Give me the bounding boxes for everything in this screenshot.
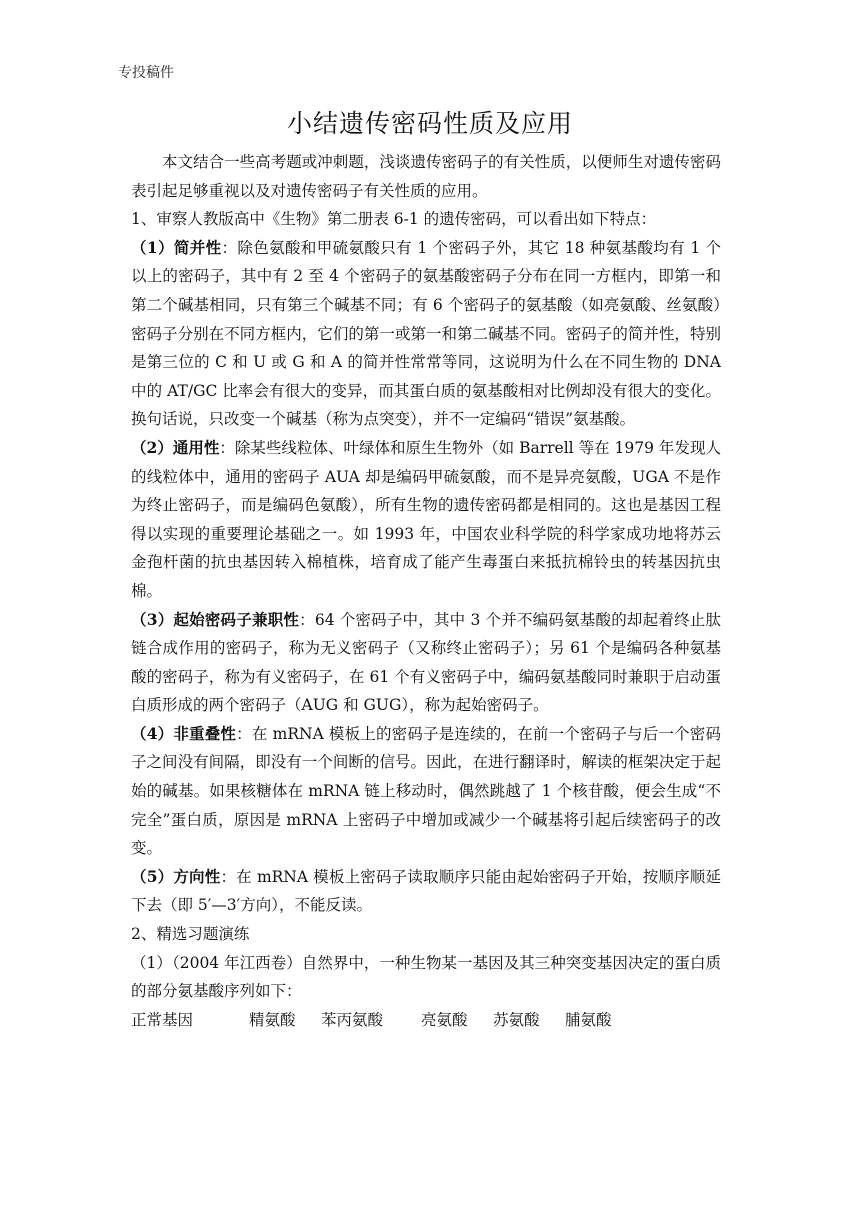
property-label: （2）通用性 [131, 437, 220, 457]
property-text: ：除色氨酸和甲硫氨酸只有 1 个密码子外，其它 18 种氨基酸均有 1 个以上的密码子，其中有 2 至 4 个密码子的氨基酸密码子分布在同一方框内，即第一和第二个碱基相同，只有第三个碱基不同；有 6 个密码子的氨基酸（如亮氨酸、丝氨酸）密码子分别在不同方框内，它们的第一或第一和第二碱基不同。密码子的简并性，特别是第三位的 C 和 U 或 G 和 A 的简并性常常等同，这说明为什么在不同生物的 DNA 中的 AT/GC 比率会有很大的变异，而其蛋白质的氨基酸相对比例却没有很大的变化。换句话说，只改变一个碱基（称为点突变），并不一定编码“错误”氨基酸。 [131, 238, 721, 429]
exercise-paragraph: （1）（2004 年江西卷）自然界中，一种生物某一基因及其三种突变基因决定的蛋白质的部分氨基酸序列如下： [131, 953, 721, 1001]
property-text: ：除某些线粒体、叶绿体和原生生物外（如 Barrell 等在 1979 年发现人的线粒体中，通用的密码子 AUA 却是编码甲硫氨酸，而不是异亮氨酸，UGA 不是作为终止密码子，而是编码色氨酸），所有生物的遗传密码都是相同的。这也是基因工程得以实现的重要理论基础之一。如 1993 年，中国农业科学院的科学家成功地将苏云金孢杆菌的抗虫基因转入棉植株，培育成了能产生毒蛋白来抵抗棉铃虫的转基因抗虫棉。 [131, 438, 721, 600]
amino-acid-cell: 苏氨酸 [493, 1010, 540, 1029]
property-text: ：64 个密码子中，其中 3 个并不编码氨基酸的却起着终止肽链合成作用的密码子，称为无义密码子（又称终止密码子）；另 61 个是编码各种氨基酸的密码子，称为有义密码子，在 61 个有义密码子中，编码氨基酸同时兼职于启动蛋白质形成的两个密码子（AUG 和 GUG），称为起始密码子。 [131, 610, 721, 715]
section1-heading: 1、审察人教版高中《生物》第二册表 6-1 的遗传密码，可以看出如下特点： [131, 210, 657, 229]
section2-heading: 2、精选习题演练 [131, 925, 250, 944]
amino-acid-cell: 苯丙氨酸 [321, 1010, 384, 1029]
property-label: （3）起始密码子兼职性 [131, 609, 300, 629]
property-paragraph [131, 720, 721, 863]
row-label: 正常基因 [131, 1010, 194, 1029]
gene-sequence-row [131, 1006, 721, 1035]
property-paragraph [131, 606, 721, 720]
property-label: （5）方向性 [131, 866, 221, 886]
property-label: （1）简并性 [131, 237, 222, 257]
property-text: ：在 mRNA 模板上密码子读取顺序只能由起始密码子开始，按顺序顺延下去（即 5′—3′方向），不能反读。 [131, 867, 721, 915]
property-paragraph [131, 863, 721, 920]
property-text: ：在 mRNA 模板上的密码子是连续的，在前一个密码子与后一个密码子之间没有间隔，即没有一个间断的信号。因此，在进行翻译时，解读的框架决定于起始的碱基。如果核糖体在 mRNA 链上移动时，偶然跳越了 1 个核苷酸，便会生成“不完全”蛋白质，原因是 mRNA 上密码子中增加或减少一个碱基将引起后续密码子的改变。 [131, 724, 721, 858]
property-label: （4）非重叠性 [131, 723, 237, 743]
intro-paragraph: 本文结合一些高考题或冲刺题，浅谈遗传密码子的有关性质，以便师生对遗传密码表引起足够重视以及对遗传密码子有关性质的应用。 [131, 153, 721, 200]
article-body [131, 148, 721, 1034]
amino-acid-cell: 亮氨酸 [421, 1010, 468, 1029]
page-title: 小结遗传密码性质及应用 [286, 109, 573, 138]
amino-acid-cell: 精氨酸 [249, 1010, 296, 1029]
property-paragraph [131, 234, 721, 434]
header-tag: 专投稿件 [118, 65, 174, 81]
property-paragraph [131, 434, 721, 606]
amino-acid-cell: 脯氨酸 [565, 1010, 612, 1029]
